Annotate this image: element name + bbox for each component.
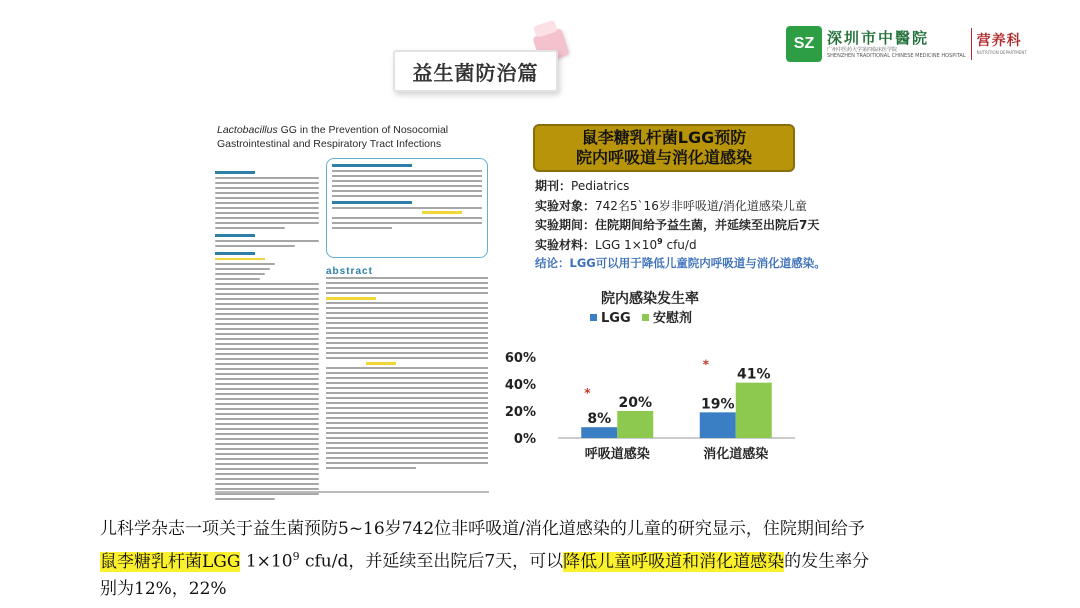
paper-section-heading [215, 171, 255, 174]
hospital-logo [786, 26, 1027, 62]
bar-1-2 [700, 412, 736, 438]
study-header-line2: 院内呼吸道与消化道感染 [575, 148, 752, 167]
study-material-value: LGG 1×10 [595, 238, 658, 252]
paper-author-column [215, 166, 319, 503]
hospital-name: 深圳市中醫院 [827, 28, 930, 47]
paper-highlight [215, 258, 265, 260]
y-tick-label: 40% [504, 378, 536, 393]
study-material-unit: cfu/d [662, 238, 697, 252]
paper-title-rest: GG in the Prevention of Nosocomial Gastrointestinal and Respiratory Tract Infections [217, 124, 449, 150]
logo-divider [971, 28, 972, 60]
study-subject-label: 实验对象： [535, 199, 596, 213]
summary-line-3: 别为12%，22% [100, 578, 227, 599]
paper-footer-line [215, 491, 489, 493]
hospital-subtitle: 广州中医药大学第四临床医学院 [827, 46, 898, 53]
bar-1-1 [581, 427, 617, 438]
paper-title-italic: Lactobacillus [217, 124, 278, 136]
legend-swatch-2 [642, 314, 649, 321]
department-name: 营养科 [976, 32, 1022, 49]
study-journal [535, 177, 629, 194]
study-period [535, 216, 819, 233]
bar-value-label: 19% [700, 396, 735, 413]
summary-line-2 [100, 543, 1015, 576]
paper-section-heading [215, 234, 255, 237]
section-title-tag [393, 50, 558, 92]
summary-line-2-end: 的发生率分 [784, 551, 870, 572]
significance-marker: * [702, 357, 710, 372]
study-period-value: 住院期间给予益生菌，并延续至出院后7天 [595, 218, 820, 232]
legend-label-2: 安慰剂 [653, 311, 693, 326]
paper-highlight [422, 211, 462, 214]
summary-highlight-lgg: 鼠李糖乳杆菌LGG [100, 551, 241, 572]
paper-image [212, 120, 492, 500]
study-period-label: 实验期间： [535, 218, 596, 232]
summary-highlight-effect: 降低儿童呼吸道和消化道感染 [563, 551, 785, 572]
y-tick-label: 60% [504, 351, 536, 366]
department-name-en: NUTRITION DEPARTMENT [976, 49, 1027, 55]
study-journal-label: 期刊： [535, 179, 572, 193]
section-title: 益生菌防治篇 [412, 60, 539, 85]
summary-dose: 1×10 [240, 551, 293, 572]
study-journal-value: Pediatrics [571, 179, 630, 193]
hospital-name-block [827, 30, 966, 59]
legend-label-1: LGG [601, 311, 631, 326]
study-material-exponent: 9 [657, 237, 663, 246]
study-material [535, 236, 697, 253]
significance-marker: * [584, 386, 591, 400]
bar-2-1 [617, 411, 653, 438]
paper-abstract-column [326, 158, 488, 472]
summary-dose-exponent: 9 [292, 550, 300, 563]
y-tick-label: 0% [513, 432, 536, 447]
x-category-label: 呼吸道感染 [584, 447, 650, 462]
hospital-logo-icon: SZ [786, 26, 822, 62]
department-block [977, 33, 1027, 56]
study-header [533, 124, 795, 172]
bar-value-label: 41% [736, 366, 771, 383]
summary-line-1: 儿科学杂志一项关于益生菌预防5~16岁742位非呼吸道/消化道感染的儿童的研究显示，住院期间给予 [100, 519, 865, 539]
summary-duration: cfu/d，并延续至出院后7天，可以 [299, 551, 564, 572]
summary-paragraph [100, 516, 1015, 603]
infection-rate-chart [504, 300, 810, 475]
study-subject-value: 742名5`16岁非呼吸道/消化道感染儿童 [595, 199, 807, 213]
study-conclusion: 结论：LGG可以用于降低儿童院内呼吸道与消化道感染。 [535, 256, 826, 270]
bar-value-label: 20% [618, 395, 653, 411]
study-material-label: 实验材料： [535, 238, 596, 252]
x-category-label: 消化道感染 [703, 447, 769, 462]
study-header-line1: 鼠李糖乳杆菌LGG预防 [581, 128, 747, 147]
paper-section-heading [215, 252, 255, 255]
paper-abstract-label: abstract [326, 266, 373, 277]
legend-swatch-1 [590, 314, 597, 321]
bar-value-label: 8% [587, 411, 612, 428]
paper-summary-box [326, 158, 488, 258]
study-subject [535, 197, 807, 214]
chart-title: 院内感染发生率 [601, 291, 699, 307]
hospital-subtitle-en: SHENZHEN TRADITIONAL CHINESE MEDICINE HOSPITAL [827, 52, 966, 59]
paper-highlight [366, 362, 396, 365]
paper-highlight [326, 297, 376, 300]
bar-2-2 [736, 383, 772, 438]
y-tick-label: 20% [504, 405, 536, 420]
paper-title [217, 123, 487, 151]
